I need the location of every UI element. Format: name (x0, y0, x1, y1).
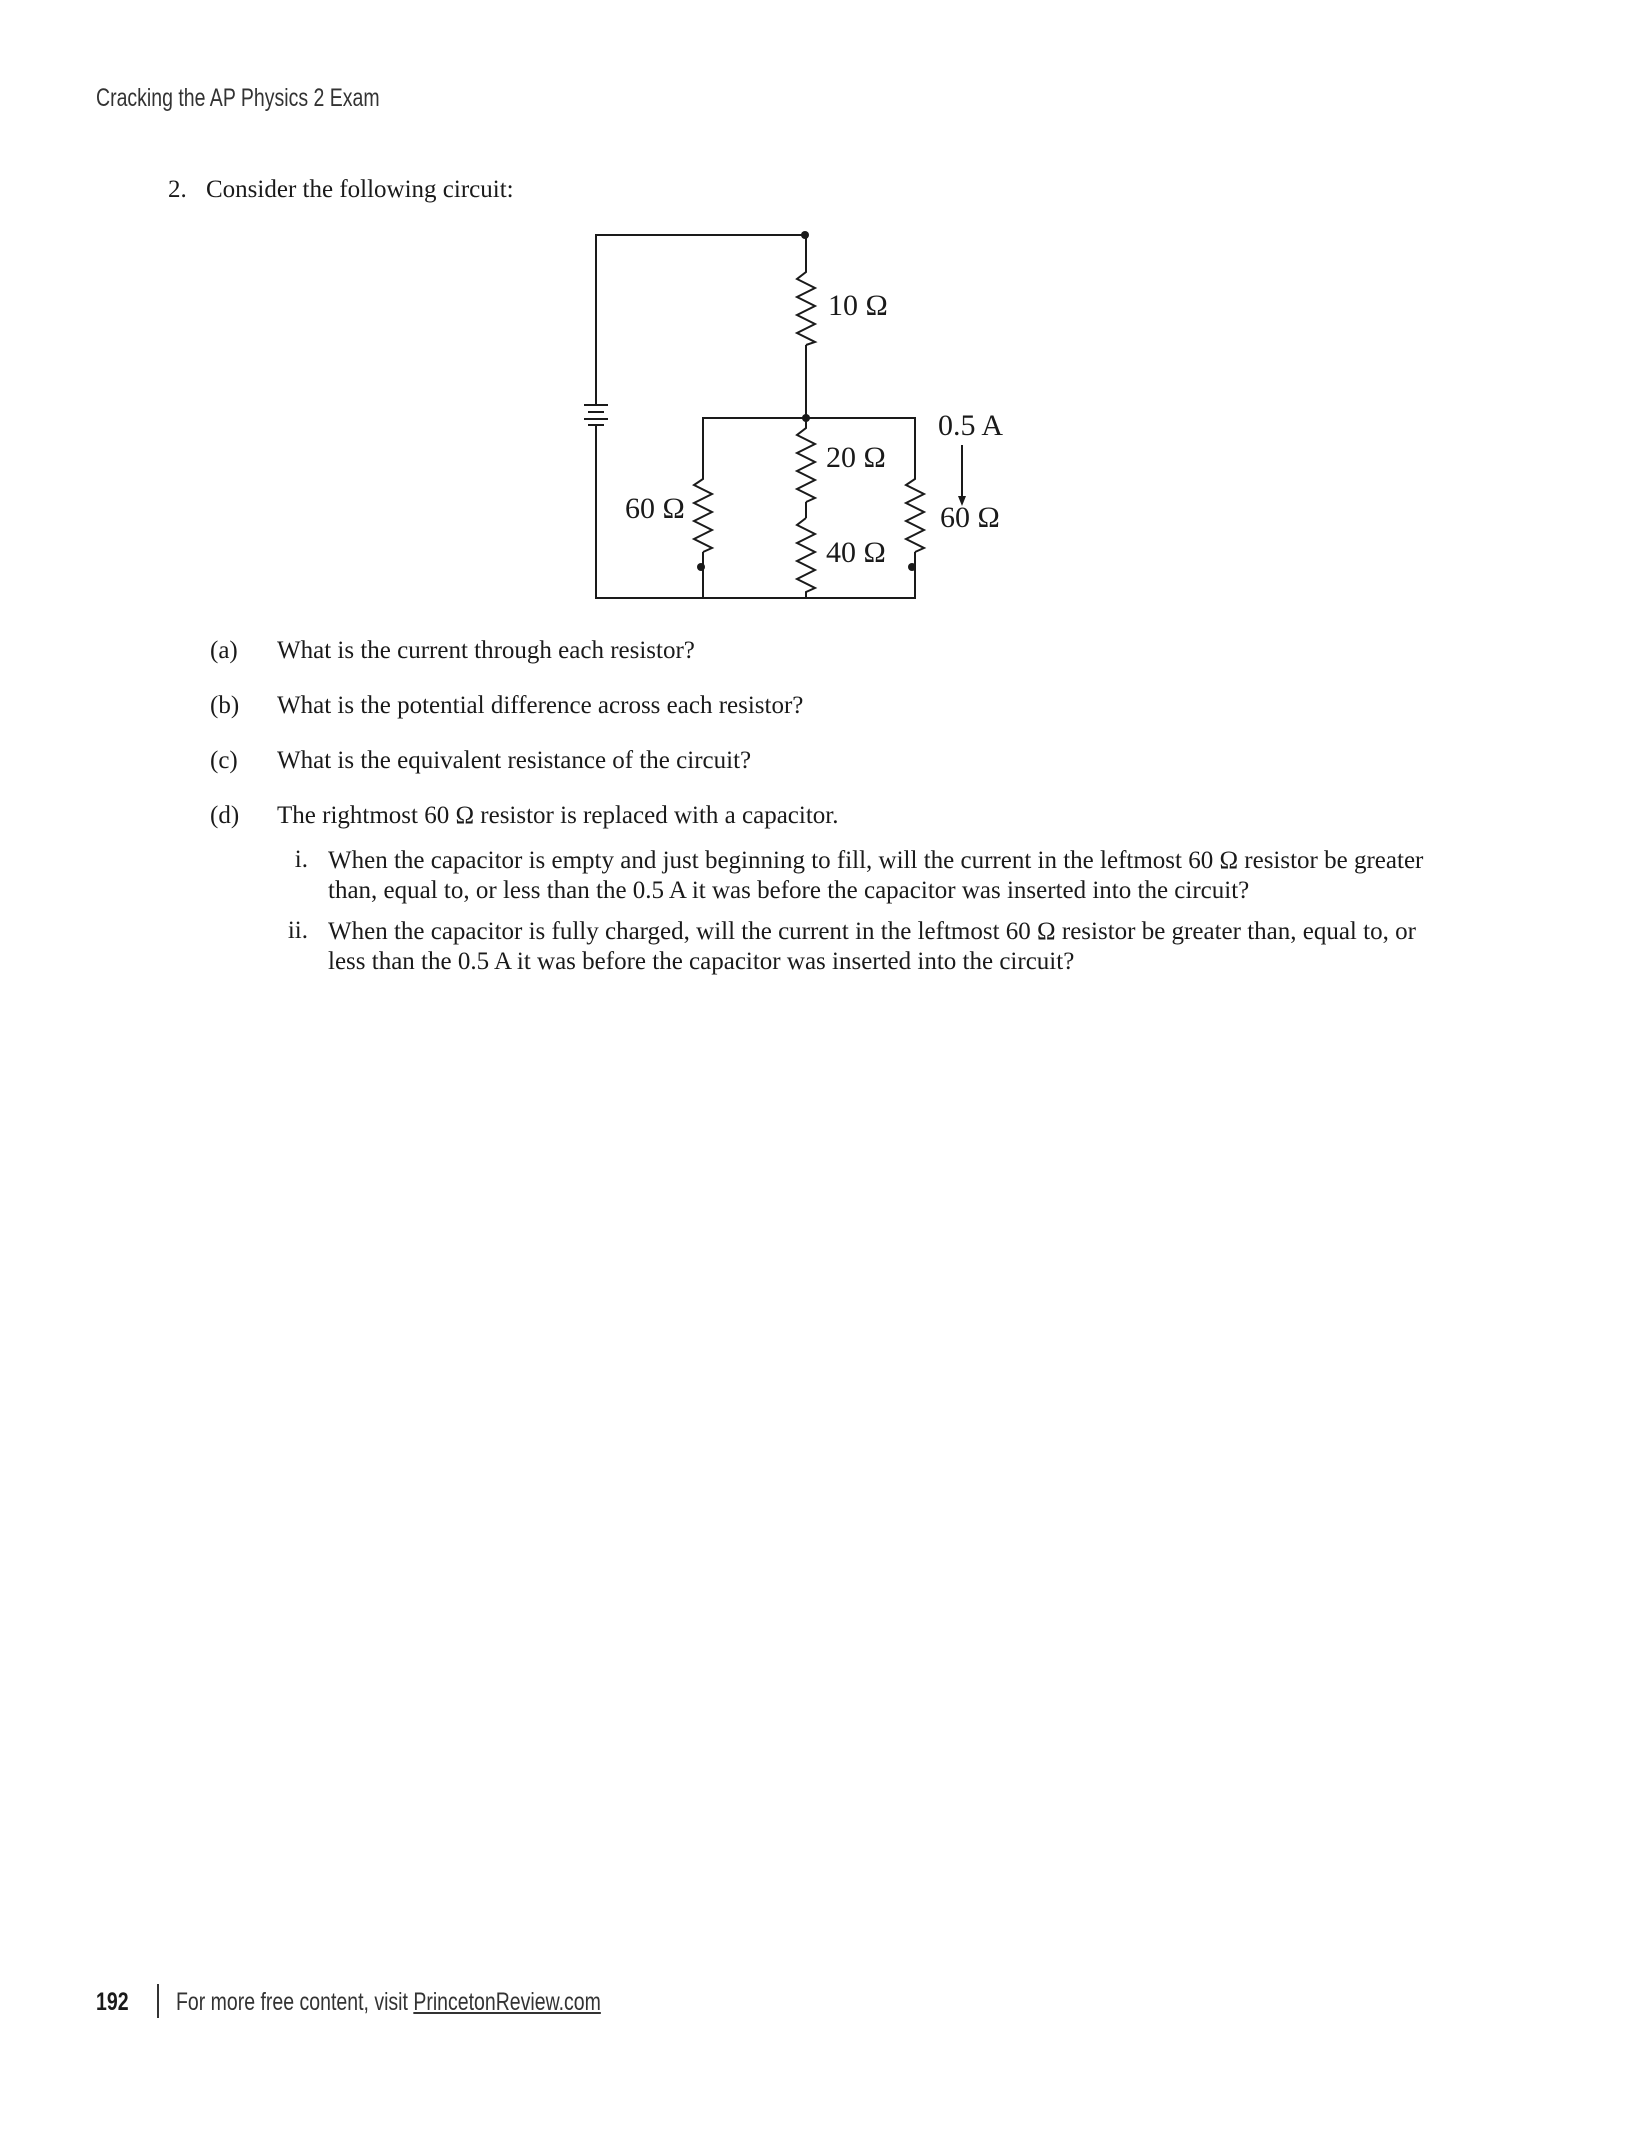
label-current: 0.5 A (938, 409, 1004, 442)
footer-text: For more free content, visit (176, 1988, 414, 2016)
running-header-text: Cracking the AP Physics 2 Exam (96, 84, 380, 112)
footer-divider (157, 1984, 159, 2018)
subpart-ii-text: When the capacitor is fully charged, will the current in the leftmost 60 Ω resistor be greater than, equal to, or less than the 0.5 A it was before the capacitor was inserted into the circuit? (328, 918, 1416, 975)
label-left-60-ohm: 60 Ω (625, 492, 685, 525)
resistor-10-icon (797, 270, 815, 345)
subpart-i-text: When the capacitor is empty and just beginning to fill, will the current in the leftmost 60 Ω resistor be greater than, equal to, or less than the 0.5 A it was before the capacitor was inserted into the circuit? (328, 847, 1424, 904)
footer-link[interactable]: PrincetonReview.com (413, 1988, 601, 2016)
part-c-label: (c) (210, 747, 238, 774)
page-number-text: 192 (96, 1988, 129, 2016)
part-c-text: What is the equivalent resistance of the circuit? (277, 747, 752, 774)
question-number: 2. (168, 176, 187, 203)
resistor-right-60-icon (906, 477, 924, 552)
label-10-ohm: 10 Ω (828, 289, 888, 322)
subpart-i-label: i. (294, 846, 308, 873)
part-a-text: What is the current through each resistor? (277, 637, 695, 664)
resistor-left-60-icon (694, 477, 712, 552)
label-20-ohm: 20 Ω (826, 441, 886, 474)
page-number (96, 1988, 138, 2017)
subpart-ii-label: ii. (287, 917, 308, 944)
battery-icon (584, 405, 608, 425)
resistor-40-icon (797, 518, 815, 598)
wire-outer (596, 235, 806, 405)
part-b-label: (b) (210, 692, 240, 719)
part-a-label: (a) (210, 637, 238, 664)
label-40-ohm: 40 Ω (826, 536, 886, 569)
circuit-diagram (0, 0, 1640, 700)
footer-note (176, 1988, 721, 2017)
label-right-60-ohm: 60 Ω (940, 501, 1000, 534)
question-prompt: Consider the following circuit: (206, 176, 514, 203)
part-d-text: The rightmost 60 Ω resistor is replaced with a capacitor. (277, 802, 839, 829)
part-d-label: (d) (210, 802, 240, 829)
part-b-text: What is the potential difference across each resistor? (277, 692, 804, 719)
resistor-20-icon (797, 418, 815, 502)
